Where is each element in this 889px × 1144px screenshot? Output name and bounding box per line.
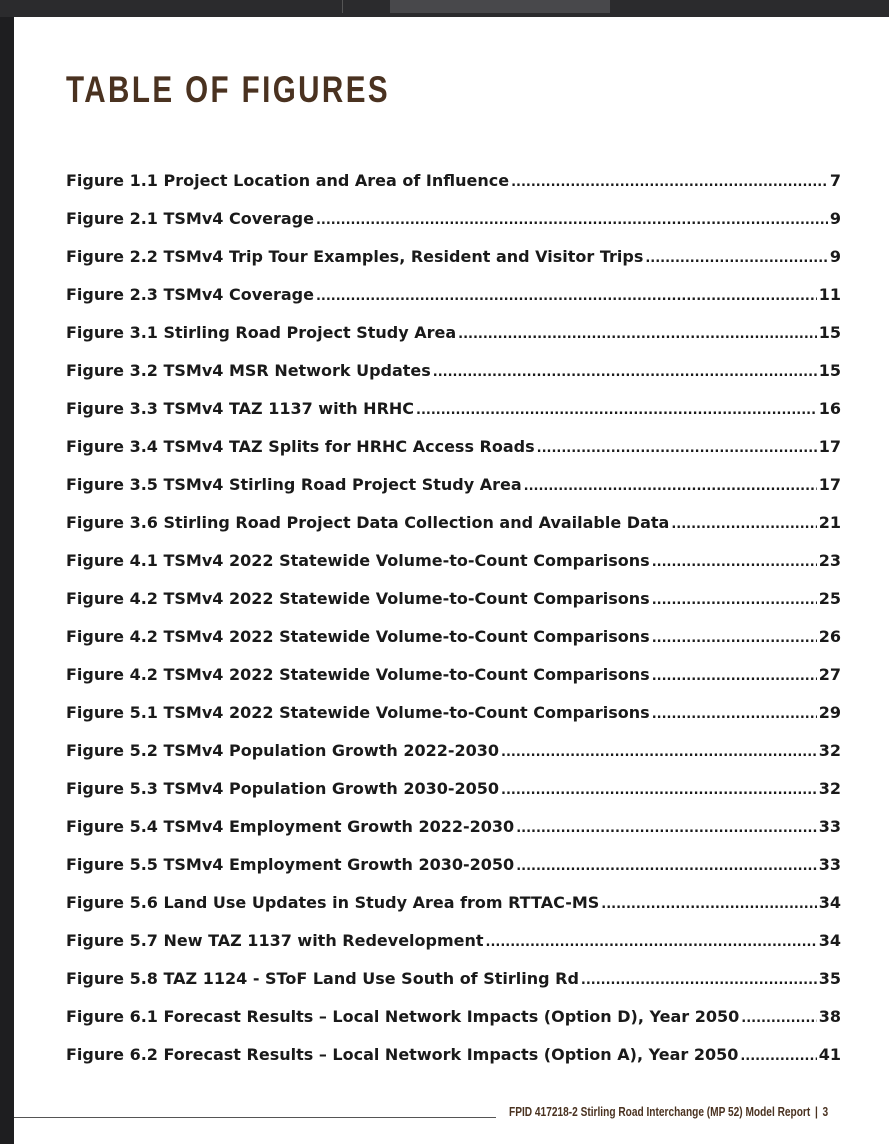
toc-entry-label[interactable]: Figure 3.2 TSMv4 MSR Network Updates bbox=[66, 361, 431, 380]
page-title: TABLE OF FIGURES bbox=[66, 69, 390, 110]
toc-entry-label[interactable]: Figure 3.4 TSMv4 TAZ Splits for HRHC Access Roads bbox=[66, 437, 535, 456]
footer-separator: | bbox=[814, 1104, 818, 1119]
toc-entry[interactable] bbox=[66, 209, 841, 247]
toc-entry-label[interactable]: Figure 2.2 TSMv4 Trip Tour Examples, Resident and Visitor Trips bbox=[66, 247, 644, 266]
toc-entry-page-number[interactable]: 32 bbox=[818, 741, 841, 760]
toc-entry-label[interactable]: Figure 6.1 Forecast Results – Local Network Impacts (Option D), Year 2050 bbox=[66, 1007, 740, 1026]
toc-entry[interactable] bbox=[66, 931, 841, 969]
toc-entry[interactable] bbox=[66, 437, 841, 475]
toc-entry-page-number[interactable]: 15 bbox=[818, 361, 841, 380]
toc-entry-label[interactable]: Figure 4.2 TSMv4 2022 Statewide Volume-to-Count Comparisons bbox=[66, 627, 650, 646]
toc-entry-page-number[interactable]: 23 bbox=[818, 551, 841, 570]
toc-entry-label[interactable]: Figure 6.2 Forecast Results – Local Network Impacts (Option A), Year 2050 bbox=[66, 1045, 739, 1064]
toc-dot-leader bbox=[652, 669, 817, 684]
viewer-left-gutter bbox=[0, 17, 14, 1144]
toc-entry-label[interactable]: Figure 3.3 TSMv4 TAZ 1137 with HRHC bbox=[66, 399, 415, 418]
toc-entry-label[interactable]: Figure 3.1 Stirling Road Project Study Area bbox=[66, 323, 457, 342]
viewer-toolbar bbox=[0, 0, 889, 17]
toc-dot-leader bbox=[581, 973, 817, 988]
toc-dot-leader bbox=[645, 251, 828, 266]
toc-dot-leader bbox=[516, 821, 817, 836]
toc-entry-label[interactable]: Figure 2.3 TSMv4 Coverage bbox=[66, 285, 314, 304]
toc-entry[interactable] bbox=[66, 665, 841, 703]
toc-dot-leader bbox=[652, 707, 817, 722]
toc-entry-page-number[interactable]: 27 bbox=[818, 665, 841, 684]
toc-entry-label[interactable]: Figure 4.2 TSMv4 2022 Statewide Volume-to-Count Comparisons bbox=[66, 665, 650, 684]
toc-entry[interactable] bbox=[66, 323, 841, 361]
toc-entry[interactable] bbox=[66, 1007, 841, 1045]
toc-dot-leader bbox=[741, 1011, 816, 1026]
toc-entry[interactable] bbox=[66, 247, 841, 285]
toc-entry[interactable] bbox=[66, 1045, 841, 1083]
toc-entry[interactable] bbox=[66, 855, 841, 893]
toc-entry-page-number[interactable]: 34 bbox=[818, 931, 841, 950]
toc-entry-page-number[interactable]: 15 bbox=[818, 323, 841, 342]
toc-dot-leader bbox=[601, 897, 816, 912]
toc-entry[interactable] bbox=[66, 285, 841, 323]
footer-page-number: 3 bbox=[822, 1104, 829, 1119]
toc-dot-leader bbox=[486, 935, 817, 950]
toc-entry-label[interactable]: Figure 5.3 TSMv4 Population Growth 2030-2050 bbox=[66, 779, 500, 798]
toc-entry-label[interactable]: Figure 5.6 Land Use Updates in Study Area from RTTAC-MS bbox=[66, 893, 600, 912]
toolbar-divider bbox=[342, 0, 343, 13]
toc-entry[interactable] bbox=[66, 513, 841, 551]
toc-entry-label[interactable]: Figure 5.4 TSMv4 Employment Growth 2022-2030 bbox=[66, 817, 515, 836]
toc-entry-page-number[interactable]: 33 bbox=[818, 817, 841, 836]
toc-entry-label[interactable]: Figure 5.1 TSMv4 2022 Statewide Volume-to-Count Comparisons bbox=[66, 703, 650, 722]
toc-entry[interactable] bbox=[66, 551, 841, 589]
toc-entry[interactable] bbox=[66, 893, 841, 931]
toc-dot-leader bbox=[652, 631, 817, 646]
toc-entry-label[interactable]: Figure 5.5 TSMv4 Employment Growth 2030-2050 bbox=[66, 855, 515, 874]
toolbar-tab[interactable] bbox=[390, 0, 610, 13]
toc-entry-page-number[interactable]: 32 bbox=[818, 779, 841, 798]
toc-entry-page-number[interactable]: 35 bbox=[818, 969, 841, 988]
toc-entry-label[interactable]: Figure 3.6 Stirling Road Project Data Collection and Available Data bbox=[66, 513, 670, 532]
toc-entry-page-number[interactable]: 17 bbox=[818, 437, 841, 456]
toc-entry-page-number[interactable]: 41 bbox=[818, 1045, 841, 1064]
toc-dot-leader bbox=[433, 365, 817, 380]
toc-entry-page-number[interactable]: 38 bbox=[818, 1007, 841, 1026]
toc-dot-leader bbox=[501, 745, 817, 760]
toc-entry-label[interactable]: Figure 1.1 Project Location and Area of Influence bbox=[66, 171, 510, 190]
toc-entry-label[interactable]: Figure 5.8 TAZ 1124 - SToF Land Use South of Stirling Rd bbox=[66, 969, 579, 988]
toc-entry[interactable] bbox=[66, 171, 841, 209]
toc-entry-label[interactable]: Figure 3.5 TSMv4 Stirling Road Project Study Area bbox=[66, 475, 522, 494]
toc-entry-page-number[interactable]: 9 bbox=[829, 247, 841, 266]
table-of-figures-list bbox=[66, 171, 841, 1083]
toc-entry-page-number[interactable]: 29 bbox=[818, 703, 841, 722]
toc-dot-leader bbox=[671, 517, 816, 532]
toc-entry[interactable] bbox=[66, 399, 841, 437]
toc-dot-leader bbox=[458, 327, 817, 342]
toc-dot-leader bbox=[516, 859, 817, 874]
toc-entry[interactable] bbox=[66, 589, 841, 627]
toc-dot-leader bbox=[740, 1049, 816, 1064]
toc-entry-page-number[interactable]: 21 bbox=[818, 513, 841, 532]
toc-entry-page-number[interactable]: 11 bbox=[818, 285, 841, 304]
toc-entry-page-number[interactable]: 25 bbox=[818, 589, 841, 608]
document-page bbox=[14, 17, 889, 1144]
toc-entry-label[interactable]: Figure 5.2 TSMv4 Population Growth 2022-2030 bbox=[66, 741, 500, 760]
toc-entry-page-number[interactable]: 26 bbox=[818, 627, 841, 646]
toc-dot-leader bbox=[652, 593, 817, 608]
toc-entry-page-number[interactable]: 7 bbox=[829, 171, 841, 190]
page-footer bbox=[509, 1104, 828, 1119]
toc-entry-page-number[interactable]: 17 bbox=[818, 475, 841, 494]
toc-entry-label[interactable]: Figure 4.2 TSMv4 2022 Statewide Volume-to-Count Comparisons bbox=[66, 589, 650, 608]
toc-entry-page-number[interactable]: 9 bbox=[829, 209, 841, 228]
toc-entry[interactable] bbox=[66, 741, 841, 779]
toc-entry-label[interactable]: Figure 5.7 New TAZ 1137 with Redevelopment bbox=[66, 931, 484, 950]
toc-dot-leader bbox=[511, 175, 828, 190]
toc-entry-page-number[interactable]: 34 bbox=[818, 893, 841, 912]
toc-dot-leader bbox=[501, 783, 817, 798]
toc-entry-label[interactable]: Figure 4.1 TSMv4 2022 Statewide Volume-to-Count Comparisons bbox=[66, 551, 650, 570]
toc-entry[interactable] bbox=[66, 703, 841, 741]
toc-dot-leader bbox=[524, 479, 817, 494]
toc-dot-leader bbox=[416, 403, 817, 418]
toc-dot-leader bbox=[537, 441, 817, 456]
toc-entry[interactable] bbox=[66, 779, 841, 817]
footer-rule bbox=[14, 1117, 496, 1118]
toc-dot-leader bbox=[316, 213, 828, 228]
toc-dot-leader bbox=[652, 555, 817, 570]
toc-entry[interactable] bbox=[66, 969, 841, 1007]
toc-entry-page-number[interactable]: 16 bbox=[818, 399, 841, 418]
toc-entry[interactable] bbox=[66, 475, 841, 513]
toc-entry[interactable] bbox=[66, 361, 841, 399]
toc-dot-leader bbox=[316, 289, 817, 304]
toc-entry-label[interactable]: Figure 2.1 TSMv4 Coverage bbox=[66, 209, 314, 228]
footer-report-title: FPID 417218-2 Stirling Road Interchange (MP 52) Model Report bbox=[509, 1104, 811, 1119]
toc-entry[interactable] bbox=[66, 627, 841, 665]
toc-entry-page-number[interactable]: 33 bbox=[818, 855, 841, 874]
toc-entry[interactable] bbox=[66, 817, 841, 855]
